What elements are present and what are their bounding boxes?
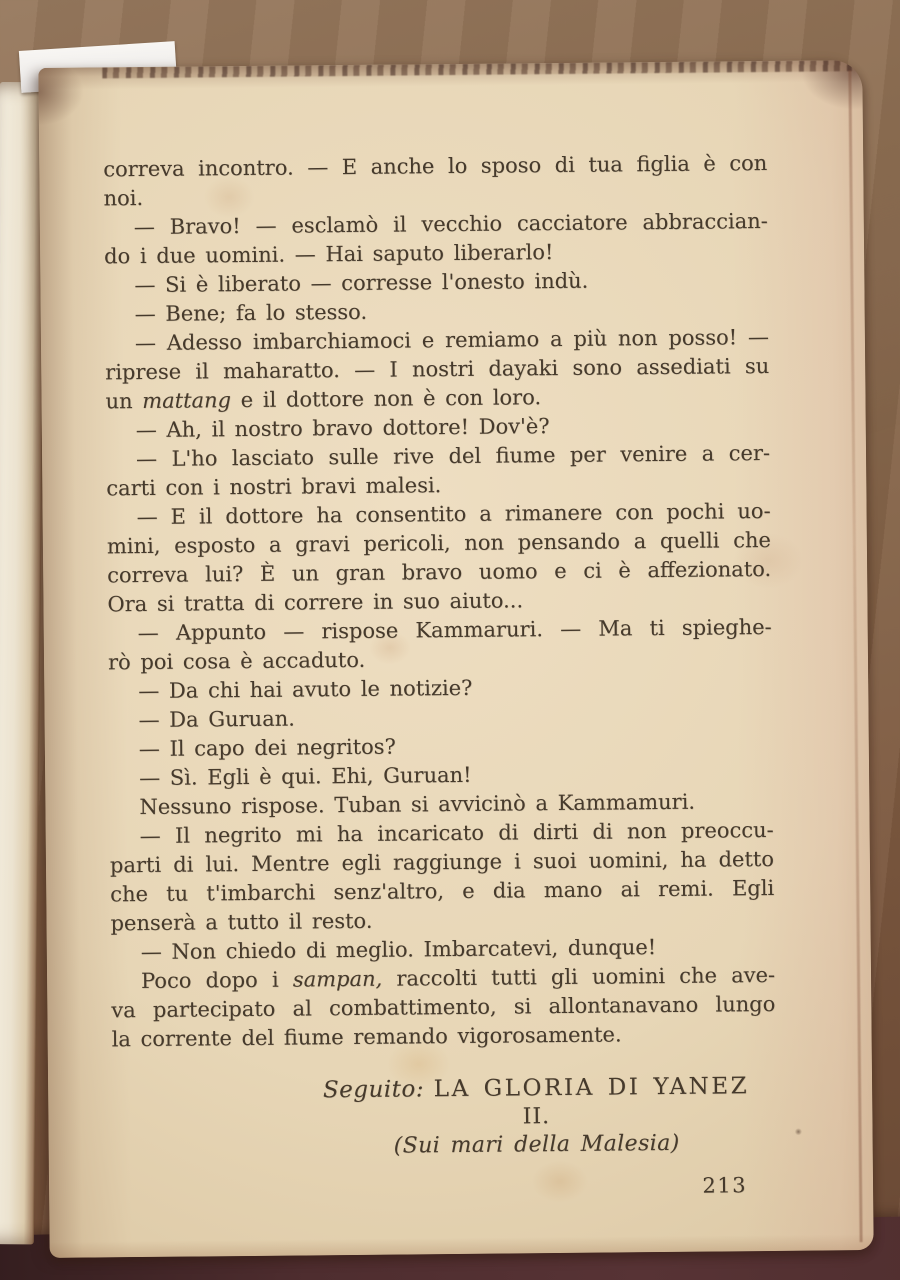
text-line: riprese il maharatto. — I nostri dayaki sono assediati su bbox=[105, 353, 770, 385]
text-line: rò poi cosa è accaduto. bbox=[107, 647, 366, 675]
closing-section bbox=[204, 1071, 869, 1162]
page-number: 213 bbox=[702, 1173, 748, 1198]
text-line: — Non chiedo di meglio. Imbarcatevi, dunque! bbox=[140, 935, 657, 965]
text-line: — Appunto — rispose Kammaruri. — Ma ti spieghe- bbox=[137, 614, 772, 646]
text-line: — Bene; fa lo stesso. bbox=[134, 299, 368, 327]
page-right-edge bbox=[848, 70, 862, 1242]
text-line: — Il capo dei negritos? bbox=[138, 734, 396, 762]
text-line: — Da chi hai avuto le notizie? bbox=[138, 675, 473, 704]
text-line: do i due uomini. — Hai saputo liberarlo! bbox=[104, 240, 554, 269]
chapter-subtitle: (Sui mari della Malesia) bbox=[393, 1130, 680, 1159]
text-line: Poco dopo i sampan, raccolti tutti gli uomini che ave- bbox=[140, 962, 776, 994]
seguito-label: Seguito: bbox=[322, 1076, 425, 1104]
text-line: — Sì. Egli è qui. Ehi, Guruan! bbox=[139, 762, 472, 791]
text-line: che tu t'imbarchi senz'altro, e dia mano ai remi. Egli bbox=[110, 875, 775, 907]
text-line: mini, esposto a gravi pericoli, non pensando a quelli che bbox=[106, 527, 771, 559]
text-line: — Bravo! — esclamò il vecchio cacciatore abbraccian- bbox=[133, 208, 768, 240]
page-text-column bbox=[103, 149, 777, 1206]
text-line: — Adesso imbarchiamoci e remiamo a più non posso! — bbox=[134, 324, 770, 356]
text-line: un mattang e il dottore non è con loro. bbox=[105, 385, 542, 414]
text-line: parti di lui. Mentre egli raggiunge i suoi uomini, ha detto bbox=[109, 846, 775, 878]
text-line: Ora si tratta di correre in suo aiuto... bbox=[107, 588, 524, 617]
text-line: Nessuno rispose. Tuban si avvicinò a Kammamuri. bbox=[139, 789, 696, 820]
text-line: penserà a tutto il resto. bbox=[110, 908, 373, 936]
text-line: correva incontro. — E anche lo sposo di tua figlia è con noi. bbox=[103, 150, 768, 211]
text-line: va partecipato al combattimento, si allontanavano lungo bbox=[111, 991, 776, 1023]
chapter-numeral: II. bbox=[522, 1104, 551, 1130]
text-line: — Si è liberato — corresse l'onesto indù. bbox=[134, 268, 589, 298]
text-line: correva lui? È un gran bravo uomo e ci è affezionato. bbox=[107, 556, 772, 588]
text-line: — L'ho lasciato sulle rive del fiume per venire a cer- bbox=[135, 440, 771, 472]
book-page bbox=[38, 60, 873, 1258]
text-line: carti con i nostri bravi malesi. bbox=[106, 473, 442, 501]
book-cover-left-edge bbox=[0, 82, 46, 1244]
worn-top-edge bbox=[102, 60, 862, 78]
text-line: — Il negrito mi ha incaricato di dirti di non preoccu- bbox=[139, 817, 774, 849]
text-block bbox=[103, 149, 776, 1054]
text-line: la corrente del fiume remando vigorosamente. bbox=[111, 1022, 622, 1052]
continuation-title: LA GLORIA DI YANEZ bbox=[433, 1073, 750, 1103]
text-line: — Ah, il nostro bravo dottore! Dov'è? bbox=[135, 414, 550, 443]
text-line: — E il dottore ha consentito a rimanere con pochi uo- bbox=[136, 498, 771, 530]
text-line: — Da Guruan. bbox=[138, 706, 295, 733]
